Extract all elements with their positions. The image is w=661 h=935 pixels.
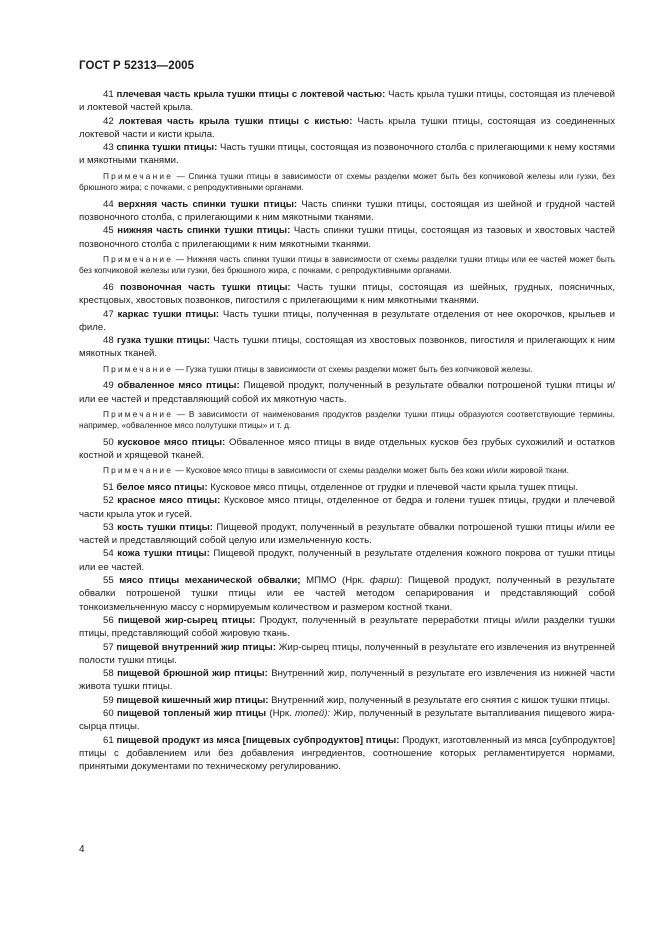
term-name: спинка тушки птицы:: [116, 142, 218, 154]
term-definition: Часть спинки тушки птицы, состоящая из шейной и грудной частей позвоночного столба, с прилегающими к ним мякотными тканями.: [79, 198, 615, 224]
term-name: пищевой кишечный жир птицы:: [116, 694, 269, 706]
term-definition: Часть тушки птицы, состоящая из позвоночного столба с прилегающими к нему костями и мякотными тканями.: [79, 142, 616, 167]
term-entry-42: 42 локтевая часть крыла тушки птицы с кистью: Часть крыла тушки птицы, состоящая из соединенных локтевой части и кисти крыла.: [79, 115, 616, 140]
term-definition: Жир-сырец птицы, полученный в результате его извлечения из внутренней полости тушки птицы.: [79, 641, 615, 666]
note-text: — Нижняя часть спинки тушки птицы в зависимости от схемы разделки тушки птицы или ее частей может быть без копчиковой железы или гузки, без брюшного жира, с почками, с репродуктивными органами.: [79, 253, 615, 276]
term-definition: Продукт, полученный в результате переработки птицы и/или разделки тушки птицы, представляющий собой жировую ткань.: [79, 614, 615, 640]
document-header: ГОСТ Р 52313—2005: [79, 60, 195, 72]
note-48: [79, 364, 615, 376]
term-name: локтевая часть крыла тушки птицы с кистью:: [118, 115, 353, 127]
term-name: пищевой жир-сырец птицы:: [118, 614, 256, 626]
deprecated-term: топей):: [295, 707, 331, 719]
term-entry-44: 44 верхняя часть спинки тушки птицы: Часть спинки тушки птицы, состоящая из шейной и грудной частей позвоночного столба, с прилегающими к ним мякотными тканями.: [79, 198, 615, 224]
note-label: Примечание: [103, 170, 174, 181]
note-text: — Спинка тушки птицы в зависимости от схемы разделки может быть без копчиковой железы или гузки, без брюшного жира; с почками, с репродуктивными органами.: [79, 170, 615, 193]
term-definition: МПМО (Нрк.: [300, 575, 370, 587]
term-name: нижняя часть спинки тушки птицы:: [117, 225, 291, 237]
note-label: Примечание: [103, 363, 174, 374]
term-name: мясо птицы механической обвалки;: [119, 575, 301, 587]
term-definition: Часть тушки птицы, состоящая из шейных, грудных, поясничных, крестцовых, хвостовых позвонков, пигостиля с прилегающими к ним мякотными тканями.: [79, 281, 615, 307]
term-name: гузка тушки птицы:: [116, 335, 211, 347]
term-entry-53: 53 кость тушки птицы: Пищевой продукт, полученный в результате обвалки потрошеной тушки птицы и/или ее частей и представляющий собой целую или измельченную кость.: [79, 521, 615, 547]
term-entry-59: 59 пищевой кишечный жир птицы: Внутренний жир, полученный в результате его снятия с кишок тушки птицы.: [103, 694, 611, 706]
note-label: Примечание: [103, 408, 174, 419]
term-definition: Пищевой продукт, полученный в результате обвалки потрошеной тушки птицы и/или ее частей и представляющий собой их мякотную часть.: [79, 380, 615, 405]
note-text: — Гузка тушки птицы в зависимости от схемы разделки может быть без копчиковой железы.: [173, 363, 533, 374]
term-name: кожа тушки птицы:: [117, 548, 210, 560]
term-name: обваленное мясо птицы:: [117, 380, 240, 392]
term-entry-52: 52 красное мясо птицы: Кусковое мясо птицы, отделенное от бедра и голени тушек птицы, грудки и плечевой части крыла уток и гусей.: [79, 495, 615, 520]
term-entry-55: 55 мясо птицы механической обвалки; МПМО (Нрк. фарш): Пищевой продукт, полученный в результате обвалки потрошеной тушки птицы или ее частей методом сепарирования и представляющий собой тонкоизмельченную массу с нормируемым количеством и размером костной ткани.: [79, 575, 615, 613]
term-definition: Кусковое мясо птицы, отделенное от бедра и голени тушек птицы, грудки и плечевой части крыла уток и гусей.: [79, 495, 615, 520]
term-entry-49: 49 обваленное мясо птицы: Пищевой продукт, полученный в результате обвалки потрошеной тушки птицы и/или ее частей и представляющий собой их мякотную часть.: [79, 380, 615, 405]
term-entry-47: 47 каркас тушки птицы: Часть тушки птицы, полученная в результате отделения от нее окорочков, крыльев и филе.: [79, 308, 615, 333]
term-name: позвоночная часть тушки птицы:: [120, 281, 291, 293]
term-definition: Часть крыла тушки птицы, состоящая из соединенных локтевой части и кисти крыла.: [79, 115, 616, 140]
term-entry-54: 54 кожа тушки птицы: Пищевой продукт, полученный в результате отделения кожного покрова от тушки птицы или ее частей.: [79, 548, 615, 573]
term-name: плечевая часть крыла тушки птицы с локтевой частью:: [116, 89, 386, 100]
term-definition: Пищевой продукт, полученный в результате отделения кожного покрова от тушки птицы или ее частей.: [79, 548, 615, 573]
term-entry-43: 43 спинка тушки птицы: Часть тушки птицы, состоящая из позвоночного столба с прилегающими к нему костями и мякотными тканями.: [79, 142, 616, 167]
term-definition: Часть тушки птицы, состоящая из хвостовых позвонков, пигостиля и прилегающих к ним мякотных тканей.: [79, 335, 615, 360]
term-name: белое мясо птицы:: [116, 481, 208, 493]
term-entry-60: 60 пищевой топленый жир птицы (Нрк. топей): Жир, полученный в результате вытапливания пищевого жира-сырца птицы.: [79, 707, 615, 733]
term-name: пищевой брюшной жир птицы:: [117, 668, 268, 680]
term-entry-61: 61 пищевой продукт из мяса [пищевых субпродуктов] птицы: Продукт, изготовленный из мяса [субпродуктов] птицы с добавлением или без добавления ингредиентов, соотношение которых регламентируется нормами, принятыми документами по техническому регулированию.: [79, 734, 615, 773]
term-name: кость тушки птицы:: [117, 521, 213, 533]
term-name: кусковое мясо птицы:: [117, 436, 226, 448]
term-definition-cont: ): Пищевой продукт, полученный в результате обвалки потрошеной тушки птицы или ее частей методом сепарирования и представляющий собой тонкоизмельченную массу с нормируемым количеством и размером костной ткани.: [79, 575, 615, 613]
term-entry-46: 46 позвоночная часть тушки птицы: Часть тушки птицы, состоящая из шейных, грудных, поясничных, крестцовых, хвостовых позвонков, пигостиля с прилегающими к ним мякотными тканями.: [79, 281, 615, 307]
term-definition: Кусковое мясо птицы, отделенное от грудки и плечевой части крыла тушек птицы.: [207, 481, 578, 493]
term-entry-51: 51 белое мясо птицы: Кусковое мясо птицы, отделенное от грудки и плечевой части крыла тушек птицы.: [103, 481, 578, 493]
term-entry-45: 45 нижняя часть спинки тушки птицы: Часть спинки тушки птицы, состоящая из тазовых и хвостовых частей позвоночного столба с прилегающими к ним мякотными тканями.: [79, 225, 615, 250]
note-49: [79, 409, 615, 432]
term-definition: Обваленное мясо птицы в виде отдельных кусков без грубых сухожилий и остатков костной и хрящевой тканей.: [79, 436, 615, 462]
note-43: [79, 171, 615, 194]
term-entry-58: 58 пищевой брюшной жир птицы: Внутренний жир, полученный в результате его извлечения из нижней части живота тушки птицы.: [79, 668, 615, 693]
term-entry-50: 50 кусковое мясо птицы: Обваленное мясо птицы в виде отдельных кусков без грубых сухожилий и остатков костной и хрящевой тканей.: [79, 436, 615, 462]
term-entry-41: 41 плечевая часть крыла тушки птицы с локтевой частью: Часть крыла тушки птицы, состоящая из плечевой и локтевой частей крыла.: [79, 89, 615, 114]
term-definition: Часть крыла тушки птицы, состоящая из плечевой и локтевой частей крыла.: [79, 89, 615, 114]
note-label: Примечание: [103, 465, 174, 476]
term-definition: Внутренний жир, полученный в результате его извлечения из нижней части живота тушки птицы.: [79, 668, 615, 693]
term-definition: Часть спинки тушки птицы, состоящая из тазовых и хвостовых частей позвоночного столба с прилегающими к ним мякотными тканями.: [79, 225, 615, 250]
term-entry-48: 48 гузка тушки птицы: Часть тушки птицы, состоящая из хвостовых позвонков, пигостиля и прилегающих к ним мякотных тканей.: [79, 335, 615, 360]
term-name: пищевой внутренний жир птицы:: [116, 641, 276, 653]
term-definition: Часть тушки птицы, полученная в результате отделения от нее окорочков, крыльев и филе.: [79, 308, 615, 333]
term-name: красное мясо птицы:: [117, 495, 221, 507]
note-45: [79, 254, 615, 277]
term-definition: (Нрк.: [266, 707, 296, 719]
term-name: пищевой топленый жир птицы: [117, 707, 267, 719]
term-name: пищевой продукт из мяса [пищевых субпродуктов] птицы:: [116, 734, 400, 746]
term-entry-56: 56 пищевой жир-сырец птицы: Продукт, полученный в результате переработки птицы и/или разделки тушки птицы, представляющий собой жировую ткань.: [79, 614, 615, 640]
note-label: Примечание: [103, 253, 174, 264]
deprecated-term: фарш: [369, 575, 397, 587]
note-50: [79, 465, 615, 477]
term-name: верхняя часть спинки тушки птицы:: [117, 198, 298, 210]
term-definition-cont: Жир, полученный в результате вытапливания пищевого жира-сырца птицы.: [79, 707, 615, 733]
term-name: каркас тушки птицы:: [117, 308, 220, 320]
term-entry-57: 57 пищевой внутренний жир птицы: Жир-сырец птицы, полученный в результате его извлечения из внутренней полости тушки птицы.: [79, 641, 615, 666]
document-body: [79, 88, 615, 773]
page-number: 4: [79, 844, 85, 855]
note-text: — Кусковое мясо птицы в зависимости от схемы разделки может быть без кожи и/или жировой ткани.: [173, 465, 569, 476]
note-text: — В зависимости от наименования продуктов разделки тушки птицы образуются соответствующие термины, например, «обваленное мясо полутушки птицы» и т. д.: [79, 408, 615, 431]
term-definition: Пищевой продукт, полученный в результате обвалки потрошеной тушки птицы и/или ее частей и представляющий собой целую или измельченную кость.: [79, 521, 615, 547]
term-definition: Продукт, изготовленный из мяса [субпродуктов] птицы с добавлением или без добавления ингредиентов, соотношение которых регламентируется нормами, принятыми документами по техническому регулированию.: [79, 734, 615, 773]
term-definition: Внутренний жир, полученный в результате его снятия с кишок тушки птицы.: [268, 694, 611, 706]
